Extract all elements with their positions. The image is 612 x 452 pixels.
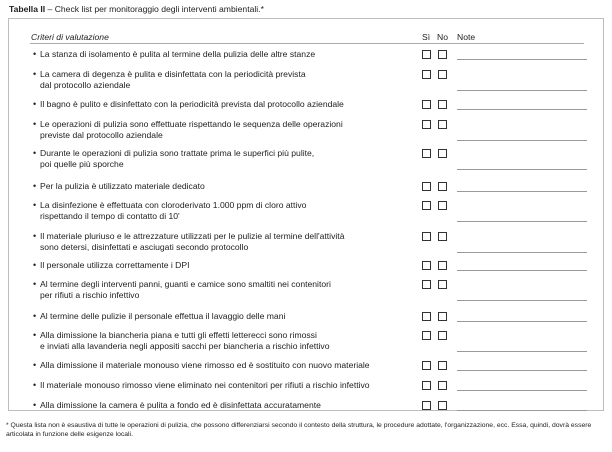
criterion-text: La disinfezione è effettuata con cloroderivato 1.000 ppm di cloro attivo rispettando il tempo di contatto di 10' xyxy=(40,200,307,221)
note-line[interactable] xyxy=(457,59,587,60)
si-checkbox[interactable] xyxy=(422,70,431,79)
bullet-icon: • xyxy=(33,69,37,79)
criterion-text: Durante le operazioni di pulizia sono trattate prima le superfici più pulite, poi quelle più sporche xyxy=(40,148,315,169)
no-checkbox[interactable] xyxy=(438,232,447,241)
header-criteria: Criteri di valutazione xyxy=(31,32,109,42)
footnote: * Questa lista non è esaustiva di tutte le operazioni di pulizia, che possono differenziarsi secondo il contesto della struttura, le procedure adottate, l'organizzazione, ecc. Essa, quindi, dovrà essere articolata in funzione delle esigenze locali. xyxy=(6,422,592,438)
bullet-icon: • xyxy=(33,279,37,289)
header-si: Sì xyxy=(422,32,431,42)
checklist-panel xyxy=(8,18,604,411)
si-checkbox[interactable] xyxy=(422,50,431,59)
note-line[interactable] xyxy=(457,300,587,301)
criterion-text: Alla dimissione la camera è pulita a fondo ed è disinfettata accuratamente xyxy=(40,400,321,410)
note-line[interactable] xyxy=(457,109,587,110)
si-checkbox[interactable] xyxy=(422,232,431,241)
no-checkbox[interactable] xyxy=(438,182,447,191)
bullet-icon: • xyxy=(33,99,37,109)
criterion-text: Il materiale monouso rimosso viene eliminato nei contenitori per rifiuti a rischio infettivo xyxy=(40,380,370,390)
criterion-text: Alla dimissione la biancheria piana e tutti gli effetti letterecci sono rimossi e inviati alla lavanderia negli appositi sacchi per biancheria a rischio infettivo xyxy=(40,330,330,351)
no-checkbox[interactable] xyxy=(438,120,447,129)
note-line[interactable] xyxy=(457,140,587,141)
bullet-icon: • xyxy=(33,49,37,59)
no-checkbox[interactable] xyxy=(438,261,447,270)
no-checkbox[interactable] xyxy=(438,401,447,410)
no-checkbox[interactable] xyxy=(438,50,447,59)
no-checkbox[interactable] xyxy=(438,70,447,79)
si-checkbox[interactable] xyxy=(422,261,431,270)
bullet-icon: • xyxy=(33,260,37,270)
si-checkbox[interactable] xyxy=(422,361,431,370)
header-note: Note xyxy=(457,32,476,42)
si-checkbox[interactable] xyxy=(422,381,431,390)
si-checkbox[interactable] xyxy=(422,120,431,129)
criterion-text: Al termine degli interventi panni, guanti e camice sono smaltiti nei contenitori per rifiuti a rischio infettivo xyxy=(40,279,331,300)
header-no: No xyxy=(437,32,448,42)
no-checkbox[interactable] xyxy=(438,280,447,289)
criterion-text: Alla dimissione il materiale monouso viene rimosso ed è sostituito con nuovo materiale xyxy=(40,360,370,370)
bullet-icon: • xyxy=(33,148,37,158)
table-label: Tabella II xyxy=(9,4,46,14)
no-checkbox[interactable] xyxy=(438,100,447,109)
criterion-text: Al termine delle pulizie il personale effettua il lavaggio delle mani xyxy=(40,311,286,321)
no-checkbox[interactable] xyxy=(438,312,447,321)
criterion-text: Il materiale pluriuso e le attrezzature utilizzati per le pulizie al termine dell'attività sono detersi, disinfettati e asciugati secondo protocollo xyxy=(40,231,345,252)
table-title: – Check list per monitoraggio degli interventi ambientali.* xyxy=(45,4,264,14)
note-line[interactable] xyxy=(457,321,587,322)
si-checkbox[interactable] xyxy=(422,149,431,158)
checklist-rows xyxy=(9,19,603,410)
bullet-icon: • xyxy=(33,200,37,210)
bullet-icon: • xyxy=(33,231,37,241)
note-line[interactable] xyxy=(457,351,587,352)
bullet-icon: • xyxy=(33,380,37,390)
note-line[interactable] xyxy=(457,252,587,253)
criterion-text: Il bagno è pulito e disinfettato con la periodicità prevista dal protocollo aziendale xyxy=(40,99,344,109)
si-checkbox[interactable] xyxy=(422,401,431,410)
bullet-icon: • xyxy=(33,330,37,340)
criterion-text: La camera di degenza è pulita e disinfettata con la periodicità prevista dal protocollo aziendale xyxy=(40,69,306,90)
bullet-icon: • xyxy=(33,311,37,321)
note-line[interactable] xyxy=(457,221,587,222)
criterion-text: Il personale utilizza correttamente i DPI xyxy=(40,260,190,270)
si-checkbox[interactable] xyxy=(422,100,431,109)
no-checkbox[interactable] xyxy=(438,331,447,340)
si-checkbox[interactable] xyxy=(422,182,431,191)
criterion-text: La stanza di isolamento è pulita al termine della pulizia delle altre stanze xyxy=(40,49,316,59)
note-line[interactable] xyxy=(457,390,587,391)
si-checkbox[interactable] xyxy=(422,201,431,210)
bullet-icon: • xyxy=(33,119,37,129)
note-line[interactable] xyxy=(457,410,587,411)
table-caption xyxy=(9,4,264,14)
si-checkbox[interactable] xyxy=(422,280,431,289)
no-checkbox[interactable] xyxy=(438,201,447,210)
note-line[interactable] xyxy=(457,191,587,192)
note-line[interactable] xyxy=(457,370,587,371)
bullet-icon: • xyxy=(33,400,37,410)
si-checkbox[interactable] xyxy=(422,312,431,321)
no-checkbox[interactable] xyxy=(438,381,447,390)
no-checkbox[interactable] xyxy=(438,361,447,370)
si-checkbox[interactable] xyxy=(422,331,431,340)
note-line[interactable] xyxy=(457,169,587,170)
note-line[interactable] xyxy=(457,270,587,271)
no-checkbox[interactable] xyxy=(438,149,447,158)
criterion-text: Le operazioni di pulizia sono effettuate rispettando le sequenza delle operazioni previste dal protocollo aziendale xyxy=(40,119,343,140)
criterion-text: Per la pulizia è utilizzato materiale dedicato xyxy=(40,181,205,191)
bullet-icon: • xyxy=(33,360,37,370)
note-line[interactable] xyxy=(457,90,587,91)
bullet-icon: • xyxy=(33,181,37,191)
